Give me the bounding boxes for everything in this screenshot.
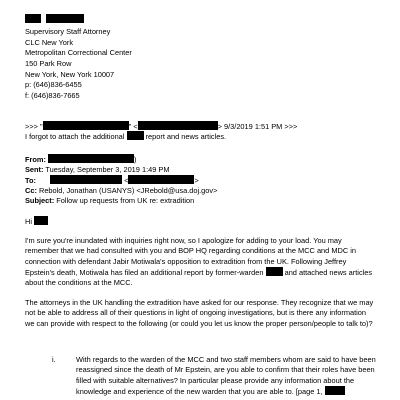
subject-line xyxy=(25,196,194,206)
redaction-bar xyxy=(325,386,345,395)
from-close: ) xyxy=(134,155,137,164)
body-paragraph-2 xyxy=(25,298,377,329)
paragraph-1-part-1: I'm sure you're inundated with inquiries right now, so I apologize for adding to your load. You may remember that we had consulted with you and BOP HQ regarding conditions at the MCC and MDC in connection with defendant Jabir Motiwala's opposition to extradition from the UK. Following Jeffrey Epstein's death, Motiwala has filed an additional report by former-warden xyxy=(25,236,356,277)
signature-city: New York, New York 10007 xyxy=(25,70,115,79)
from-label: From: xyxy=(25,155,46,164)
from-line xyxy=(25,154,136,165)
redaction-bar xyxy=(128,175,194,184)
list-item-text: With regards to the warden of the MCC and two staff members whom are said to have been reassigned since the death of Mr Epstein, are you able to confirm that their roles have been filled with suitable alternatives? In particular please provide any information about the knowledge and experience of the new warden that you are able to. [page 1, xyxy=(76,355,376,396)
forward-note-before: I forgot to attach the additional xyxy=(25,132,125,141)
redaction-bar xyxy=(43,121,129,130)
to-mid: < xyxy=(124,176,129,185)
forward-prefix: >>> " xyxy=(25,122,43,131)
to-close: > xyxy=(194,176,199,185)
redacted-name xyxy=(25,14,84,25)
redaction-bar xyxy=(138,121,218,130)
signature-title: Supervisory Staff Attorney xyxy=(25,27,111,36)
redaction-bar xyxy=(50,175,122,184)
redaction-bar xyxy=(266,267,283,276)
forward-suffix: > 9/3/2019 1:51 PM >>> xyxy=(217,122,298,131)
signature-street: 150 Park Row xyxy=(25,59,72,68)
greeting xyxy=(25,216,48,227)
sent-line xyxy=(25,165,169,175)
sent-label: Sent: xyxy=(25,165,44,174)
list-item xyxy=(76,355,376,397)
redaction-bar xyxy=(46,14,84,23)
signature-facility: Metropolitan Correctional Center xyxy=(25,48,132,57)
forward-note-after: report and news articles. xyxy=(145,132,227,141)
to-label: To: xyxy=(25,176,36,185)
redaction-bar xyxy=(127,131,144,140)
sent-value: Tuesday, September 3, 2019 1:49 PM xyxy=(45,165,170,174)
cc-value: Rebold, Jonathan (USANYS) <JRebold@usa.doj.gov> xyxy=(38,186,218,195)
cc-label: Cc: xyxy=(25,186,37,195)
greeting-text: Hi xyxy=(25,217,32,226)
list-item-number: i. xyxy=(52,355,56,364)
subject-value: Follow up requests from UK re: extradition xyxy=(56,196,195,205)
cc-line xyxy=(25,186,217,196)
signature-org: CLC New York xyxy=(25,38,74,47)
forward-note xyxy=(25,131,226,142)
paragraph-2-text: The attorneys in the UK handling the extradition have asked for our response. They recognize that we may not be able to address all of their questions in light of ongoing investigations, but is there any information we can provide with respect to the following (or could you let us know the proper person/people to talk to)? xyxy=(25,298,374,328)
redaction-bar xyxy=(34,216,48,225)
body-paragraph-1 xyxy=(25,236,377,288)
redaction-bar xyxy=(48,154,137,164)
subject-label: Subject: xyxy=(25,196,55,205)
forward-mid: " < xyxy=(128,122,138,131)
signature-phone: p: (646)836-6455 xyxy=(25,80,82,89)
redaction-bar xyxy=(25,14,41,23)
to-line xyxy=(25,175,199,186)
paragraph-1-part-2: and attached news articles about the conditions at the MCC. xyxy=(25,267,373,288)
signature-fax: f: (646)836-7665 xyxy=(25,91,80,100)
